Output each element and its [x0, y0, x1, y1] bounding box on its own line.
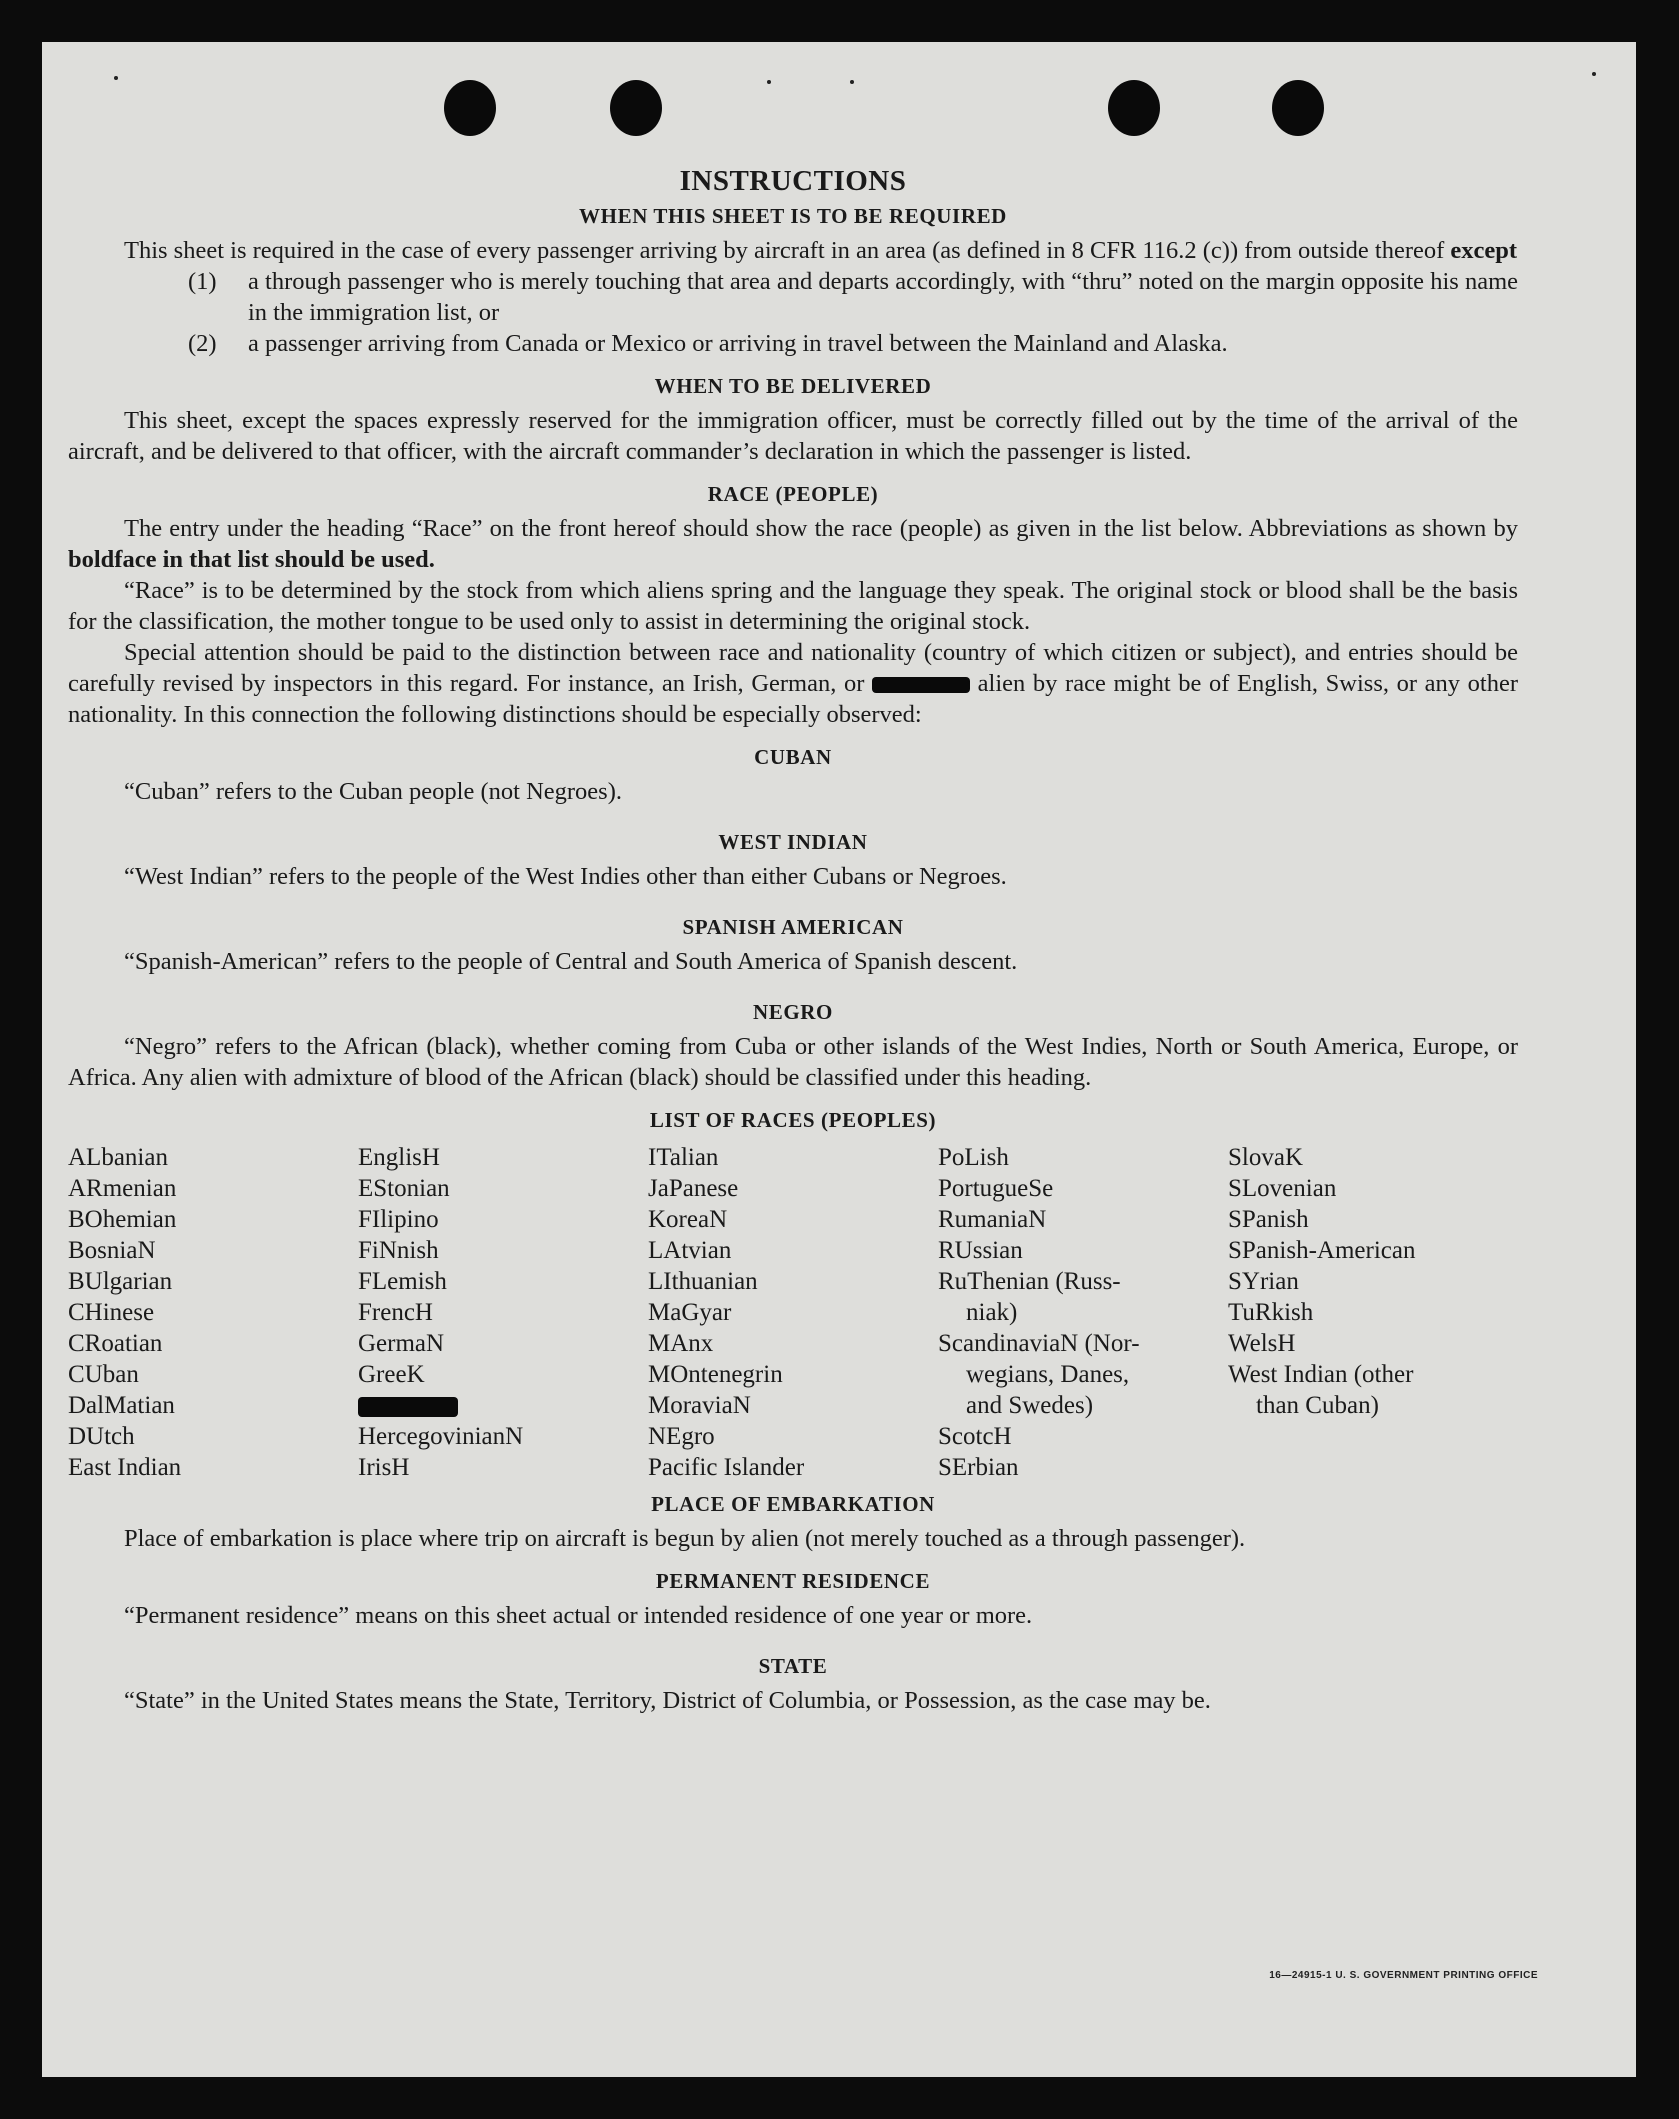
race-item: MAnx [648, 1330, 714, 1357]
races-column-1 [68, 1142, 358, 1483]
race-item: CRoatian [68, 1330, 163, 1357]
race-item: PortugueSe [938, 1175, 1054, 1202]
state-text: “State” in the United States means the State, Territory, District of Columbia, or Possession, as the case may be. [124, 1687, 1211, 1714]
race-item: LIthuanian [648, 1268, 758, 1295]
race-item: NEgro [648, 1423, 715, 1450]
race-item-continuation: wegians, Danes, [966, 1361, 1130, 1388]
race-paragraph-1: The entry under the heading “Race” on the front hereof should show the race (people) as given in the list below. Abbreviations as shown by boldface in that list should be used. [68, 515, 1518, 573]
race-item: LAtvian [648, 1237, 732, 1264]
races-column-5 [1228, 1142, 1518, 1483]
race-item: East Indian [68, 1454, 182, 1481]
section-heading: SPANISH AMERICAN [682, 915, 904, 939]
race-item: RumaniaN [938, 1206, 1047, 1233]
race-item: CUban [68, 1361, 139, 1388]
race-item: GermaN [358, 1330, 445, 1357]
cuban-text: “Cuban” refers to the Cuban people (not Negroes). [124, 778, 622, 805]
punch-hole [1272, 80, 1324, 136]
section-heading: STATE [758, 1654, 828, 1678]
race-item: CHinese [68, 1299, 155, 1326]
race-item: MaGyar [648, 1299, 732, 1326]
section-heading: WHEN THIS SHEET IS TO BE REQUIRED [579, 204, 1007, 228]
race-item: West Indian (other [1228, 1361, 1414, 1388]
section-heading: PLACE OF EMBARKATION [651, 1492, 935, 1516]
race-item-redacted [358, 1390, 648, 1421]
section-heading: LIST OF RACES (PEOPLES) [649, 1108, 937, 1132]
print-code: 16—24915-1 U. S. GOVERNMENT PRINTING OFFICE [1269, 1970, 1538, 1981]
punch-hole [444, 80, 496, 136]
race-item: FiNnish [358, 1237, 439, 1264]
races-column-4 [938, 1142, 1228, 1483]
race-item: RuThenian (Russ- [938, 1268, 1121, 1295]
redaction-mark [358, 1397, 458, 1417]
section-heading: WHEN TO BE DELIVERED [654, 374, 932, 398]
negro-text: “Negro” refers to the African (black), whether coming from Cuba or other islands of the West Indies, North or South America, Europe, or Africa. Any alien with admixture of blood of the African (black) should be classified under this heading. [68, 1033, 1518, 1091]
race-item: SlovaK [1228, 1144, 1303, 1171]
section-heading: RACE (PEOPLE) [707, 482, 879, 506]
race-item: MoraviaN [648, 1392, 751, 1419]
race-item-continuation: and Swedes) [966, 1392, 1094, 1419]
section-heading: NEGRO [752, 1000, 833, 1024]
race-item: SLovenian [1228, 1175, 1337, 1202]
race-item: SYrian [1228, 1268, 1299, 1295]
spanish-american-text: “Spanish-American” refers to the people of Central and South America of Spanish descent. [124, 948, 1018, 975]
race-item-continuation: niak) [966, 1299, 1018, 1326]
race-item: HercegovinianN [358, 1423, 524, 1450]
race-item: EnglisH [358, 1144, 440, 1171]
race-item: ARmenian [68, 1175, 177, 1202]
race-item: ALbanian [68, 1144, 168, 1171]
races-column-3 [648, 1142, 938, 1483]
west-indian-text: “West Indian” refers to the people of the West Indies other than either Cubans or Negroes. [124, 863, 1007, 890]
section-heading: WEST INDIAN [718, 830, 868, 854]
race-item: GreeK [358, 1361, 425, 1388]
races-list [68, 1142, 1518, 1483]
race-item: ScandinaviaN (Nor- [938, 1330, 1140, 1357]
race-paragraph-3: Special attention should be paid to the distinction between race and nationality (country of which citizen or subject), and entries should be carefully revised by inspectors in this regard. For instance, an Irish, German, or alien by race might be of English, Swiss, or any other nationality. In this connection the following distinctions should be especially observed: [68, 639, 1519, 728]
delivered-text: This sheet, except the spaces expressly reserved for the immigration officer, must be correctly filled out by the time of the arrival of the aircraft, and be delivered to that officer, with the aircraft commander’s declaration in which the passenger is listed. [68, 407, 1518, 465]
document-sheet [42, 42, 1636, 2077]
race-item-continuation: than Cuban) [1256, 1392, 1379, 1419]
race-item: MOntenegrin [648, 1361, 783, 1388]
race-item: PoLish [938, 1144, 1009, 1171]
race-item: FrencH [358, 1299, 433, 1326]
race-item: KoreaN [648, 1206, 728, 1233]
race-item: BosniaN [68, 1237, 156, 1264]
embarkation-text: Place of embarkation is place where trip on aircraft is begun by alien (not merely touched as a through passenger). [124, 1525, 1246, 1552]
race-item: WelsH [1228, 1330, 1296, 1357]
race-item: SPanish-American [1228, 1237, 1416, 1264]
race-item: TuRkish [1228, 1299, 1314, 1326]
race-item: SErbian [938, 1454, 1019, 1481]
condition-1: (1) a through passenger who is merely touching that area and departs accordingly, with “thru” noted on the margin opposite his name in the immigration list, or [188, 268, 1518, 326]
race-item: JaPanese [648, 1175, 739, 1202]
race-item: Pacific Islander [648, 1454, 805, 1481]
race-item: BUlgarian [68, 1268, 173, 1295]
condition-2: (2) a passenger arriving from Canada or Mexico or arriving in travel between the Mainland and Alaska. [188, 330, 1228, 357]
section-heading: CUBAN [754, 745, 832, 769]
race-item: BOhemian [68, 1206, 177, 1233]
required-intro: This sheet is required in the case of every passenger arriving by aircraft in an area (as defined in 8 CFR 116.2 (c)) from outside thereof except [124, 237, 1518, 264]
punch-hole [1108, 80, 1160, 136]
races-column-2 [358, 1142, 648, 1483]
race-item: FLemish [358, 1268, 447, 1295]
instructions-body [68, 166, 1518, 1716]
redaction-mark [872, 677, 970, 693]
race-item: IrisH [358, 1454, 410, 1481]
punch-hole [610, 80, 662, 136]
residence-text: “Permanent residence” means on this sheet actual or intended residence of one year or more. [124, 1602, 1033, 1629]
race-item: ScotcH [938, 1423, 1012, 1450]
race-item: DalMatian [68, 1392, 175, 1419]
race-item: ITalian [648, 1144, 719, 1171]
page-title: INSTRUCTIONS [679, 165, 907, 197]
race-item: RUssian [938, 1237, 1023, 1264]
race-item: EStonian [358, 1175, 450, 1202]
race-paragraph-2: “Race” is to be determined by the stock from which aliens spring and the language they speak. The original stock or blood shall be the basis for the classification, the mother tongue to be used only to assist in determining the original stock. [68, 577, 1518, 635]
section-heading: PERMANENT RESIDENCE [655, 1569, 931, 1593]
race-item: SPanish [1228, 1206, 1309, 1233]
race-item: DUtch [68, 1423, 135, 1450]
race-item: FIlipino [358, 1206, 439, 1233]
